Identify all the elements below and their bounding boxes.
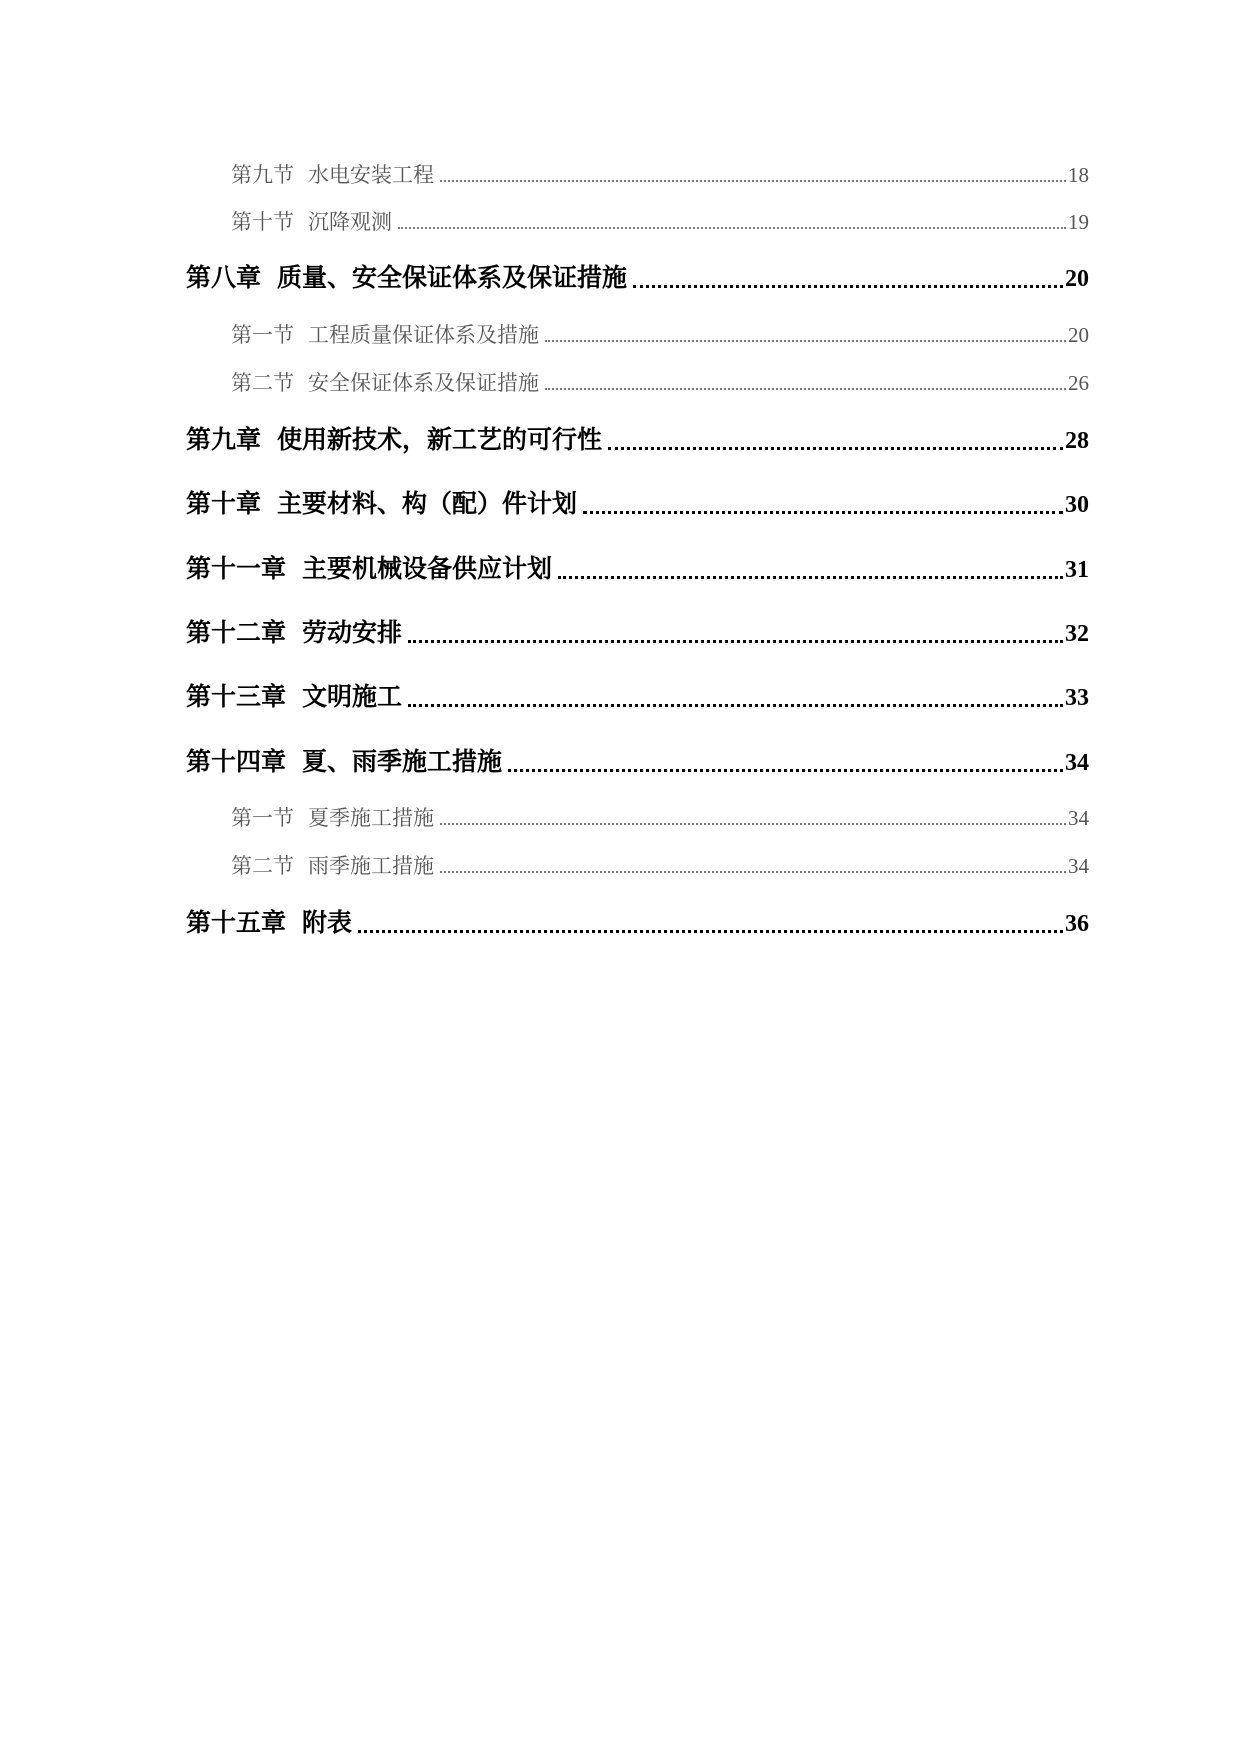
toc-entry-chapter[interactable] [186,421,1089,459]
section-title: 安全保证体系及保证措施 [308,371,539,395]
section-number: 第二节 [231,854,294,878]
toc-entry-chapter[interactable] [186,550,1089,588]
chapter-title: 劳动安排 [302,618,403,647]
toc-entry-chapter[interactable] [186,614,1089,652]
section-title: 工程质量保证体系及措施 [308,323,539,347]
page-number: 18 [1068,163,1089,187]
chapter-number: 第十四章 [186,747,287,776]
toc-entry-chapter[interactable] [186,259,1089,297]
toc-entry-section[interactable] [186,207,1089,237]
page-number: 30 [1065,492,1089,518]
section-title: 沉降观测 [308,210,392,234]
chapter-number: 第十二章 [186,618,287,647]
chapter-title: 质量、安全保证体系及保证措施 [277,263,628,292]
section-number: 第一节 [231,806,294,830]
chapter-title: 主要材料、构（配）件计划 [277,489,578,518]
section-title: 水电安装工程 [308,163,434,187]
dot-leader [633,259,1063,297]
chapter-number: 第十一章 [186,554,287,583]
dot-leader [440,160,1066,190]
chapter-title: 附表 [302,908,353,937]
page-number: 36 [1065,911,1089,937]
page-number: 34 [1068,806,1089,830]
dot-leader [358,904,1063,942]
chapter-number: 第十五章 [186,908,287,937]
toc-entry-section[interactable] [186,160,1089,190]
page-number: 34 [1068,854,1089,878]
dot-leader [545,320,1066,350]
dot-leader [558,550,1063,588]
chapter-number: 第九章 [186,425,262,454]
page-number: 26 [1068,371,1089,395]
page-number: 33 [1065,685,1089,711]
dot-leader [440,803,1066,833]
page-number: 19 [1068,210,1089,234]
dot-leader [583,485,1063,523]
page-number: 34 [1065,750,1089,776]
section-number: 第九节 [231,163,294,187]
chapter-number: 第八章 [186,263,262,292]
dot-leader [408,614,1063,652]
page-number: 28 [1065,428,1089,454]
chapter-number: 第十章 [186,489,262,518]
page-number: 20 [1068,323,1089,347]
dot-leader [608,421,1063,459]
chapter-title: 文明施工 [302,682,403,711]
toc-entry-chapter[interactable] [186,678,1089,716]
toc-entry-section[interactable] [186,851,1089,881]
toc-entry-chapter[interactable] [186,904,1089,942]
toc-entry-section[interactable] [186,368,1089,398]
chapter-title: 夏、雨季施工措施 [302,747,503,776]
toc-entry-section[interactable] [186,320,1089,350]
dot-leader [508,743,1063,781]
chapter-number: 第十三章 [186,682,287,711]
section-number: 第二节 [231,371,294,395]
page-number: 31 [1065,557,1089,583]
chapter-title: 主要机械设备供应计划 [302,554,553,583]
toc-entry-chapter[interactable] [186,743,1089,781]
dot-leader [440,851,1066,881]
dot-leader [398,207,1066,237]
section-number: 第一节 [231,323,294,347]
page-number: 20 [1065,266,1089,292]
toc-entry-section[interactable] [186,803,1089,833]
dot-leader [408,678,1063,716]
dot-leader [545,368,1066,398]
section-number: 第十节 [231,210,294,234]
toc-entry-chapter[interactable] [186,485,1089,523]
page-number: 32 [1065,621,1089,647]
section-title: 雨季施工措施 [308,854,434,878]
chapter-title: 使用新技术，新工艺的可行性 [277,425,603,454]
section-title: 夏季施工措施 [308,806,434,830]
